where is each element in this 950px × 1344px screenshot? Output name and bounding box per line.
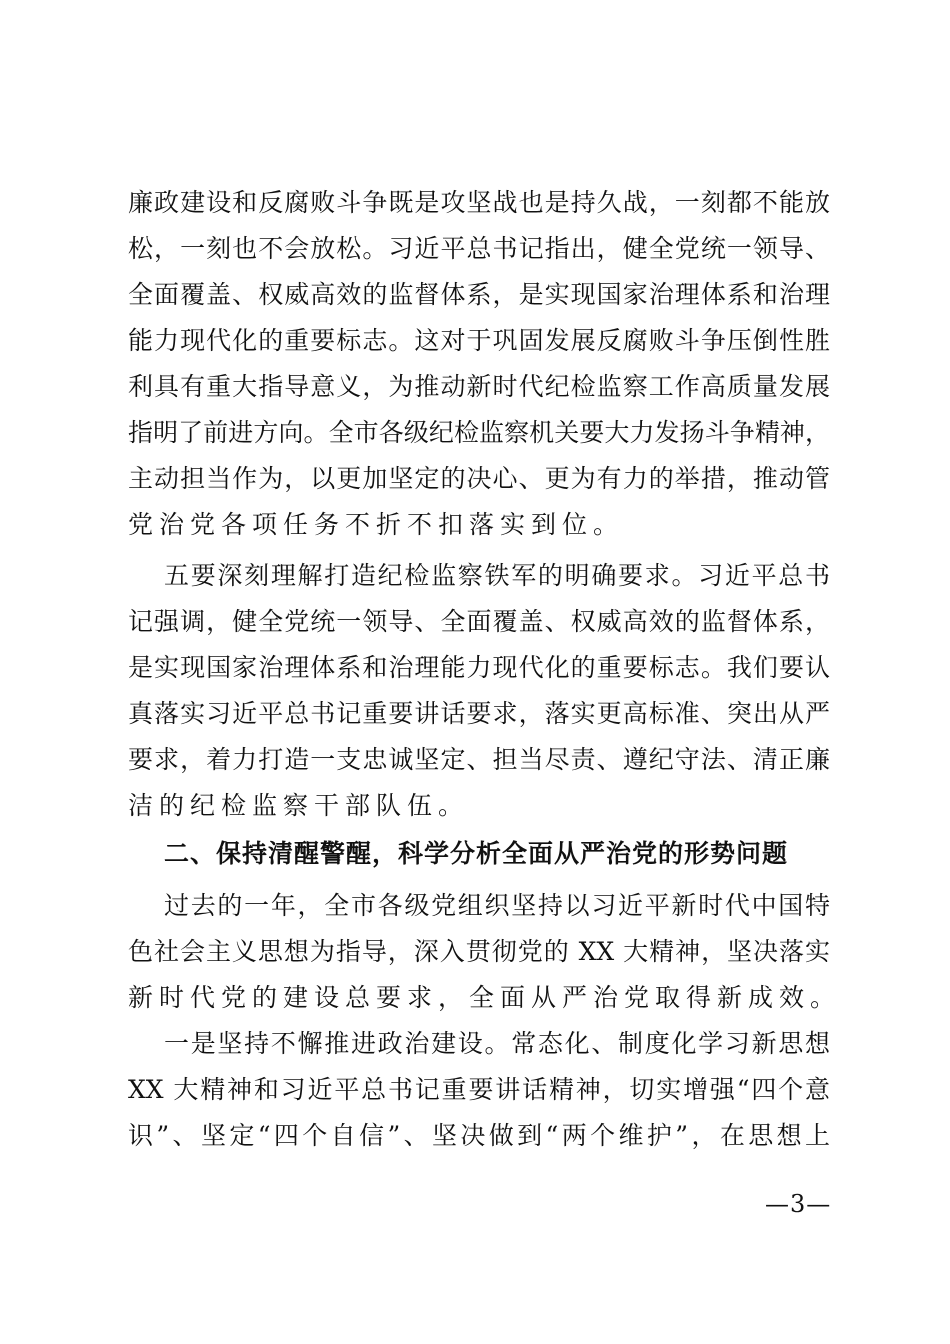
text-line: 全面覆盖、权威高效的监督体系，是实现国家治理体系和治理 [128, 280, 830, 309]
text-line: 记强调，健全党统一领导、全面覆盖、权威高效的监督体系， [128, 607, 830, 636]
text-line: 党治党各项任务不折不扣落实到位。 [128, 510, 625, 539]
text-line: 五要深刻理解打造纪检监察铁军的明确要求。习近平总书 [164, 561, 830, 590]
paragraph [128, 883, 842, 1021]
page-number: —3— [765, 1190, 832, 1218]
text-line: 指明了前进方向。全市各级纪检监察机关要大力发扬斗争精神， [128, 418, 830, 447]
text-line: 色社会主义思想为指导，深入贯彻党的 XX 大精神，坚决落实 [128, 937, 830, 966]
text-line: 识”、坚定“四个自信”、坚决做到“两个维护”，在思想上 [128, 1121, 830, 1150]
text-line: 利具有重大指导意义，为推动新时代纪检监察工作高质量发展 [128, 372, 830, 401]
text-line: 主动担当作为，以更加坚定的决心、更为有力的举措，推动管 [128, 464, 830, 493]
text-line: 过去的一年，全市各级党组织坚持以习近平新时代中国特 [164, 891, 830, 920]
text-line: 洁的纪检监察干部队伍。 [128, 791, 470, 820]
text-line: 新时代党的建设总要求，全面从严治党取得新成效。 [128, 983, 842, 1012]
text-line: 要求，着力打造一支忠诚坚定、担当尽责、遵纪守法、清正廉 [128, 745, 830, 774]
text-line: 松，一刻也不会放松。习近平总书记指出，健全党统一领导、 [128, 234, 830, 263]
text-line: 廉政建设和反腐败斗争既是攻坚战也是持久战，一刻都不能放 [128, 188, 830, 217]
text-line: 是实现国家治理体系和治理能力现代化的重要标志。我们要认 [128, 653, 830, 682]
text-line: 真落实习近平总书记重要讲话要求，落实更高标准、突出从严 [128, 699, 830, 728]
paragraph [128, 180, 830, 548]
text-line: 能力现代化的重要标志。这对于巩固发展反腐败斗争压倒性胜 [128, 326, 830, 355]
text-line: XX 大精神和习近平总书记重要讲话精神，切实增强“四个意 [128, 1075, 830, 1104]
text-line: 一是坚持不懈推进政治建设。常态化、制度化学习新思想 [164, 1029, 830, 1058]
document-page [128, 180, 842, 1159]
section-heading: 二、保持清醒警醒，科学分析全面从严治党的形势问题 [164, 839, 789, 868]
paragraph [128, 553, 830, 829]
paragraph [128, 1021, 830, 1159]
